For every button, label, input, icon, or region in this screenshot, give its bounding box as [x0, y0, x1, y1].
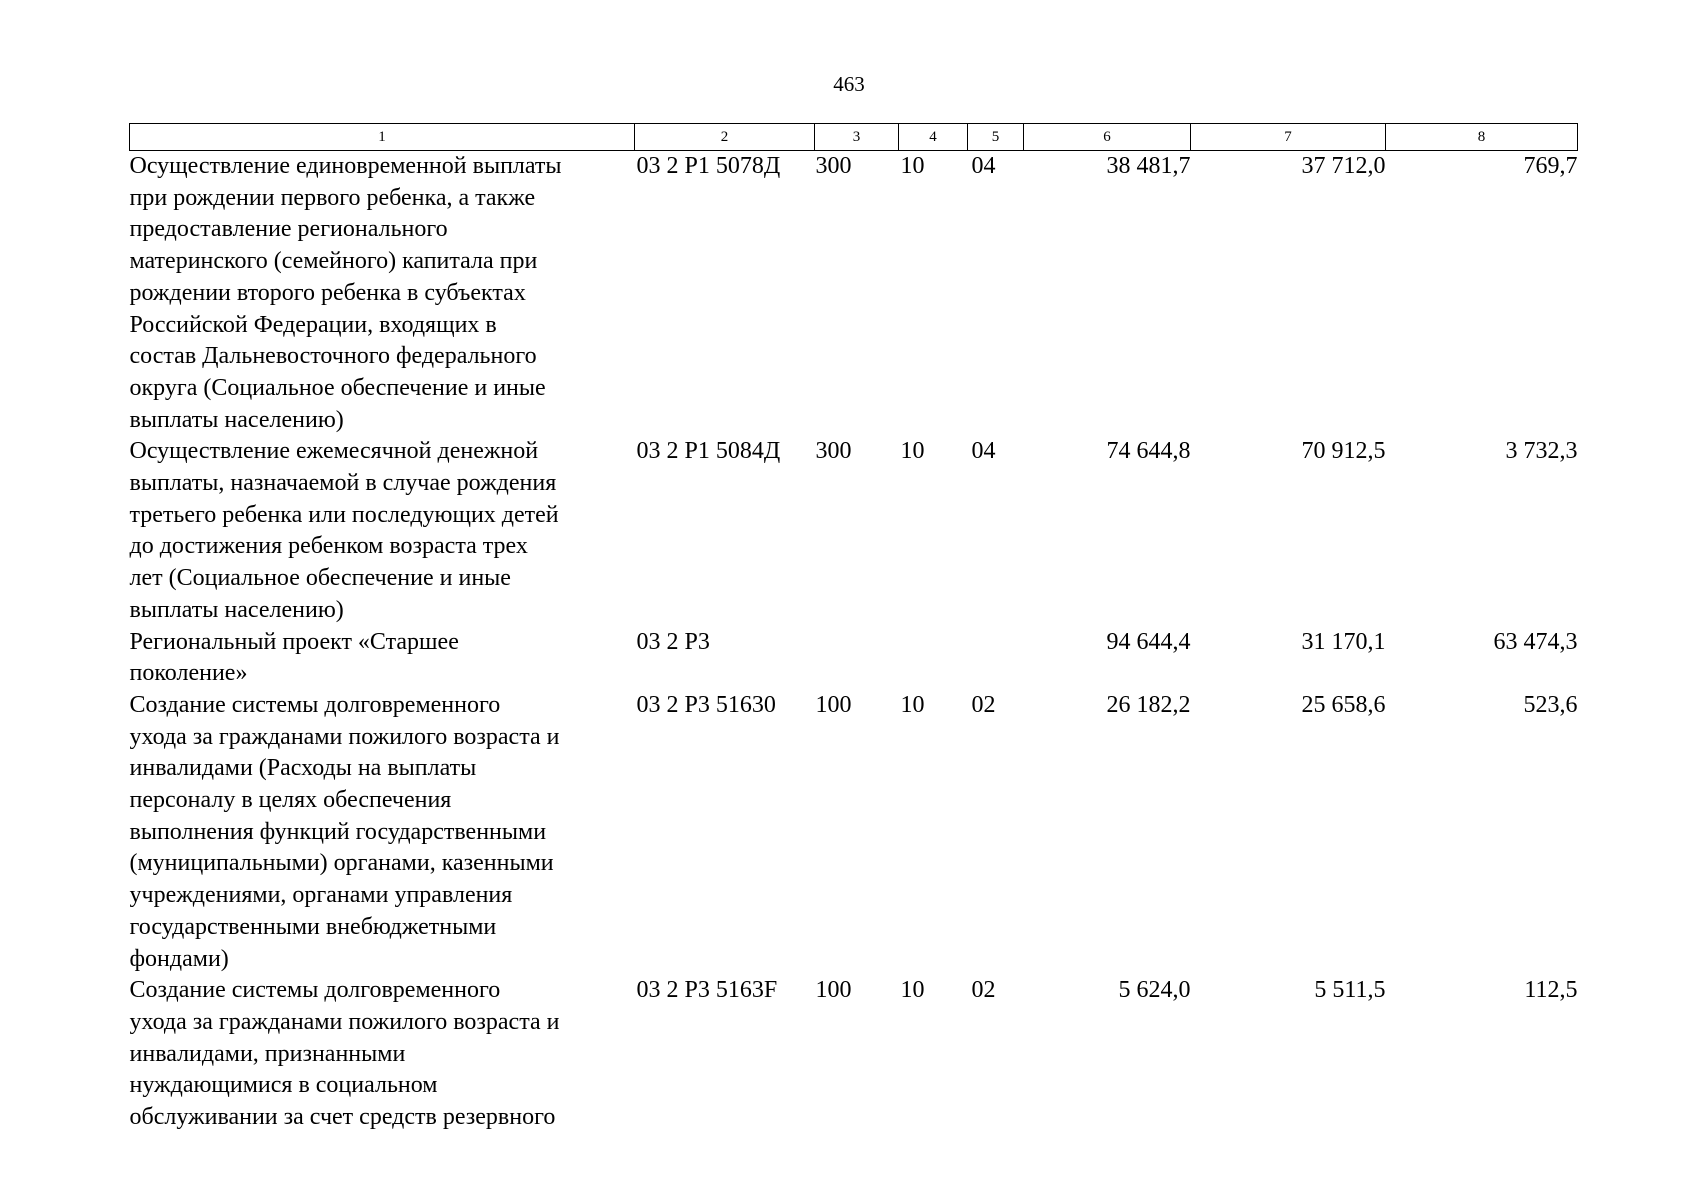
header-col-1: 1 — [130, 124, 635, 151]
row-name-line: Осуществление единовременной выплаты — [129, 153, 562, 179]
row-col-8: 769,7 — [1523, 153, 1578, 179]
row-name-line: персоналу в целях обеспечения — [129, 787, 452, 814]
row-col-6: 74 644,8 — [1106, 438, 1191, 465]
row-col-5: 02 — [971, 691, 996, 718]
row-name-line: Создание системы долговременного — [129, 977, 501, 1004]
row-col-8: 112,5 — [1524, 977, 1578, 1004]
row-col-3: 300 — [815, 153, 852, 179]
row-name-line: выплаты, назначаемой в случае рождения — [129, 470, 557, 497]
row-col-3: 100 — [815, 691, 852, 718]
header-col-6: 6 — [1024, 124, 1191, 151]
row-code: 03 2 P3 5163F — [636, 977, 778, 1004]
row-col-4: 10 — [900, 691, 925, 718]
row-name — [130, 151, 635, 437]
row-name-line: государственными внебюджетными — [129, 913, 497, 940]
row-name-line: нуждающимися в социальном — [129, 1072, 438, 1099]
row-col-4: 10 — [900, 153, 925, 179]
row-name-line: обслуживании за счет средств резервного — [129, 1104, 556, 1131]
header-col-4: 4 — [899, 124, 968, 151]
row-col-3: 100 — [815, 977, 852, 1004]
row-name-line: выполнения функций государственными — [129, 818, 547, 845]
row-col-8: 63 474,3 — [1493, 628, 1578, 655]
row-name-line: рождении второго ребенка в субъектах — [129, 279, 526, 306]
row-col-8: 523,6 — [1523, 691, 1578, 718]
row-col-4: 10 — [900, 438, 925, 465]
row-code: 03 2 P1 5084Д — [636, 438, 781, 465]
row-name-line: выплаты населению) — [129, 596, 344, 623]
header-row — [130, 124, 1578, 151]
row-col-3 — [815, 627, 899, 690]
table-row — [130, 151, 1578, 437]
row-name-line: при рождении первого ребенка, а также — [129, 184, 536, 211]
header-col-5: 5 — [968, 124, 1024, 151]
row-col-7: 70 912,5 — [1301, 438, 1386, 465]
row-col-5 — [968, 627, 1024, 690]
row-name-line: поколение» — [129, 660, 248, 687]
row-col-7: 5 511,5 — [1314, 977, 1386, 1004]
row-col-5: 02 — [971, 977, 996, 1004]
row-col-7: 37 712,0 — [1301, 153, 1386, 179]
row-col-6: 26 182,2 — [1106, 691, 1191, 718]
row-name — [130, 627, 635, 690]
row-name-line: третьего ребенка или последующих детей — [129, 501, 559, 528]
row-name-line: фондами) — [129, 945, 229, 972]
row-col-8: 3 732,3 — [1505, 438, 1578, 465]
row-name-line: (муниципальными) органами, казенными — [129, 850, 554, 877]
row-name-line: лет (Социальное обеспечение и иные — [129, 565, 511, 592]
row-col-7: 25 658,6 — [1301, 691, 1386, 718]
row-code: 03 2 P3 51630 — [636, 691, 776, 718]
row-col-6: 5 624,0 — [1118, 977, 1191, 1004]
row-col-5: 04 — [971, 438, 996, 465]
row-name-line: Создание системы долговременного — [129, 691, 501, 718]
row-col-6: 38 481,7 — [1106, 153, 1191, 179]
row-name-line: предоставление регионального — [129, 216, 448, 243]
row-name-line: состав Дальневосточного федерального — [129, 343, 537, 370]
row-code: 03 2 P1 5078Д — [636, 153, 781, 179]
row-name-line: Региональный проект «Старшее — [129, 628, 459, 655]
row-name-line: ухода за гражданами пожилого возраста и — [129, 1008, 560, 1035]
row-name-line: Осуществление ежемесячной денежной — [129, 438, 539, 465]
table-body — [130, 151, 1578, 1134]
header-col-7: 7 — [1191, 124, 1386, 151]
row-col-7: 31 170,1 — [1301, 628, 1386, 655]
header-col-8: 8 — [1386, 124, 1578, 151]
budget-table — [129, 123, 1578, 1134]
row-name-line: Российской Федерации, входящих в — [129, 311, 497, 338]
row-name — [130, 690, 635, 975]
row-name-line: учреждениями, органами управления — [129, 882, 513, 909]
row-name-line: инвалидами, признанными — [129, 1040, 406, 1067]
row-col-4: 10 — [900, 977, 925, 1004]
row-name — [130, 975, 635, 1134]
row-name-line: выплаты населению) — [129, 406, 344, 433]
row-name — [130, 436, 635, 626]
table-header — [130, 124, 1578, 151]
table-row — [130, 436, 1578, 626]
row-col-3: 300 — [815, 438, 852, 465]
row-name-line: материнского (семейного) капитала при — [129, 248, 538, 275]
row-name-line: ухода за гражданами пожилого возраста и — [129, 723, 560, 750]
table-row — [130, 690, 1578, 975]
table-row — [130, 627, 1578, 690]
row-col-6: 94 644,4 — [1106, 628, 1191, 655]
table-row — [130, 975, 1578, 1134]
row-col-4 — [899, 627, 968, 690]
row-name-line: до достижения ребенком возраста трех — [129, 533, 528, 560]
page-number: 463 — [833, 72, 865, 96]
row-name-line: округа (Социальное обеспечение и иные — [129, 374, 546, 401]
header-col-3: 3 — [815, 124, 899, 151]
row-code: 03 2 P3 — [636, 628, 710, 655]
row-name-line: инвалидами (Расходы на выплаты — [129, 755, 477, 782]
header-col-2: 2 — [635, 124, 815, 151]
row-col-5: 04 — [971, 153, 996, 179]
